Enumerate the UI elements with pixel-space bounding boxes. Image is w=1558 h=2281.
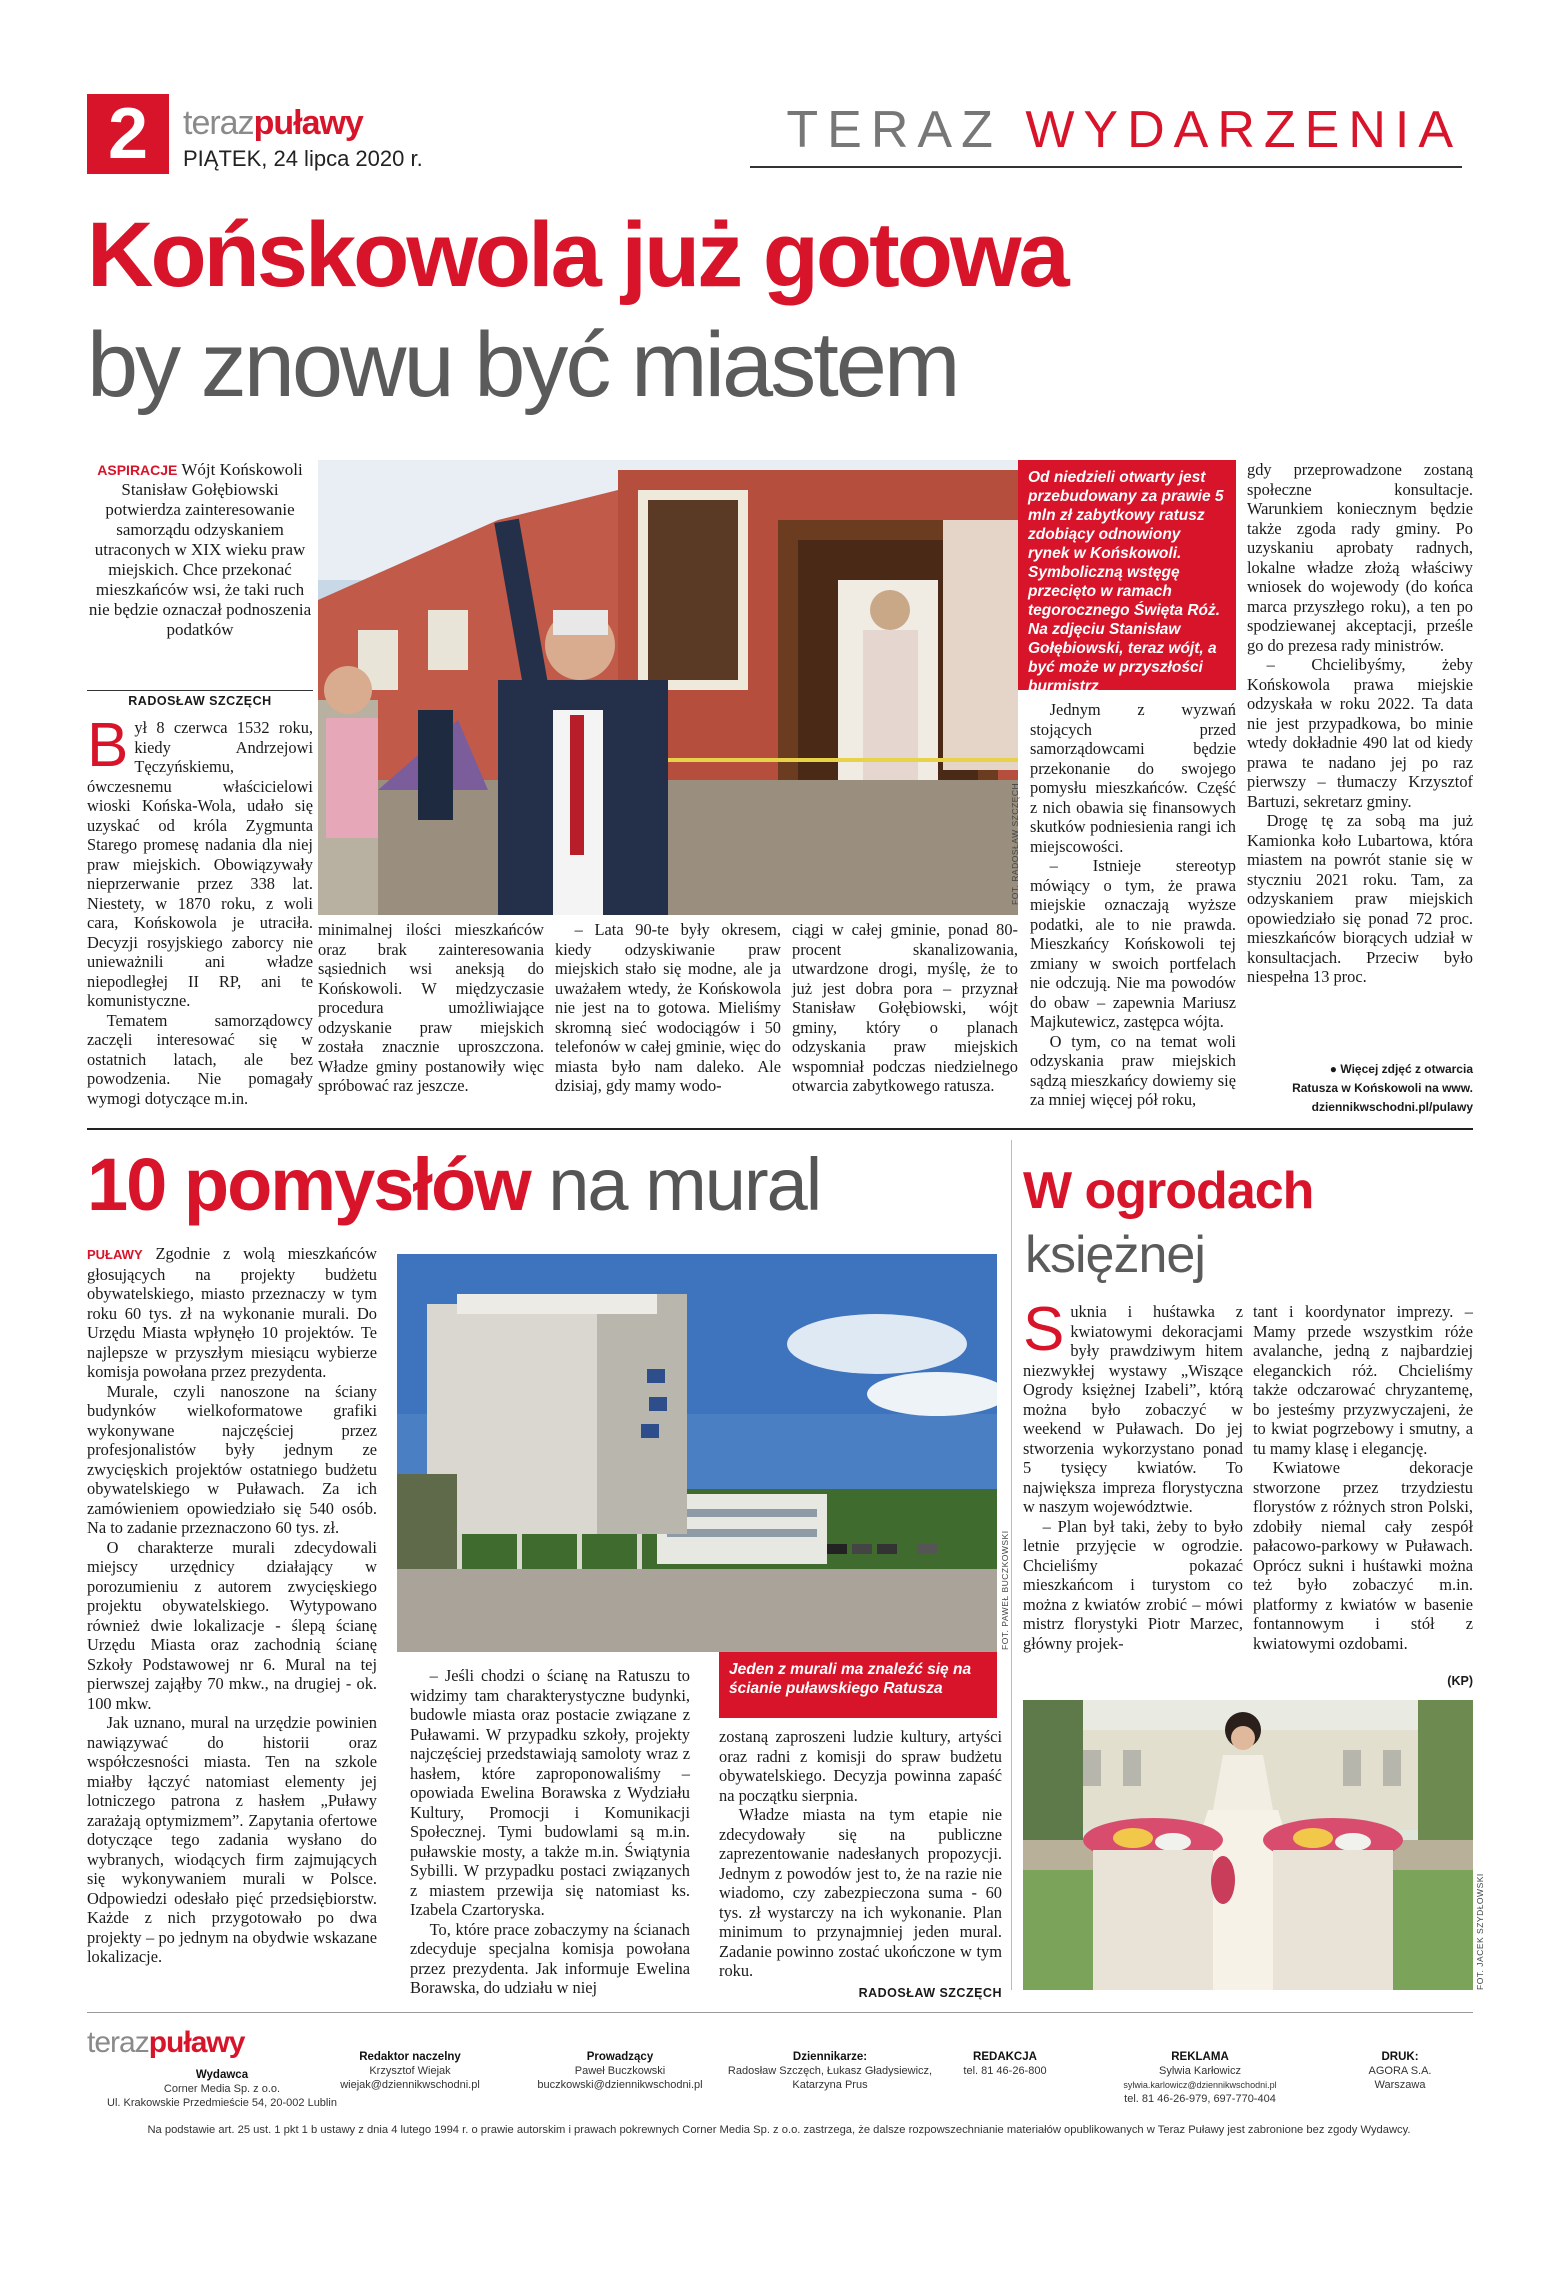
article3-col2-p2: Kwiatowe dekoracje stworzone przez trzydziestu florystów z różnych stron Polski, zdobiły niemal cały zespół pałacowo-parkowy w Puławach. Oprócz sukni i huśtawki można też było zobaczyć m.in. platformy z kwiatów w basenie fontannowym i stół z kwiatowymi ozdobami. [1253, 1458, 1473, 1653]
footer-logo-part2: puławy [148, 2026, 245, 2059]
article3-signature: (KP) [1447, 1674, 1473, 1688]
footer-legal-notice: Na podstawie art. 25 ust. 1 pkt 1 b ustawy z dnia 4 lutego 1994 r. o prawie autorskim i prawach pokrewnych Corner Media Sp. z o.o. zastrzega, że dalsze rozpowszechnianie materiałów opublikowanych w Teraz Puławy jest zabronione bez zgody Wydawcy. [147, 2124, 1411, 2136]
article2-photo-caption: Jeden z murali ma znaleźć się na ścianie puławskiego Ratusza [719, 1652, 997, 1718]
garden-headline: W ogrodach [1023, 1162, 1314, 1220]
article3-col1-p2: – Plan był taki, żeby to było letnie przyjęcie w ogrodzie. Chcieliśmy pokazać mieszkańcom i turystom co można z kwiatów zrobić – mówi mistrz florystyki Piotr Marzec, główny projek- [1023, 1516, 1243, 1653]
article1-lead-tag: ASPIRACJE [97, 462, 178, 478]
article3-photo-credit: FOT. JACEK SZYDŁOWSKI [1475, 1873, 1485, 1990]
more-link-line3: dziennikwschodni.pl/pulawy [1311, 1100, 1473, 1114]
article3-col1-p1: uknia i huśtawka z kwiatowymi dekoracjami były prawdziwym hitem niezwykłej wystawy „Wiszące Ogrody księżnej Izabeli”, którą można było zobaczyć w weekend w Puławach. Do jej stworzenia wykorzystano ponad 5 tysięcy kwiatów. To największa impreza florystyczna w naszym województwie. [1023, 1302, 1243, 1516]
flower-dress-photo [1023, 1700, 1473, 1990]
footer-journalists-line2: Katarzyna Prus [792, 2079, 868, 2091]
article1-col5-p2: – Istnieje stereotyp mówiący o tym, że prawa miejskie oznaczają wyższe podatki, ale to nie prawda. Mieszkańcy Końskowoli tej zmiany w swoich portfelach nie odczują. Nie ma powodów do obaw – zapewnia Mariusz Majkutewicz, zastępca wójta. [1030, 856, 1236, 1031]
footer-ads-phone[interactable]: tel. 81 46-26-979, 697-770-404 [1124, 2093, 1276, 2105]
article2-col1-p4: Jak uznano, mural na urzędzie powinien nawiązywać do historii oraz współczesności miasta. Ten na szkole miałby łączyć natomiast elementy jej lotniczego patrona z hasłem „Puławy zarażają optymizmem”. Zapytania ofertowe dotyczące tego zadania wysłano do wybranych, wiodących firm zajmujących się wykonywaniem murali w Polsce. Odpowiedzi odesłało pięć przedsiębiorstw. Każde z nich przygotowało po dwa projekty – po jednym na obydwie wskazane lokalizacje. [87, 1713, 377, 1966]
footer-host-label: Prowadzący [586, 2051, 654, 2063]
article3-column-1 [1023, 1295, 1243, 1653]
footer-editor-email[interactable]: wiejak@dziennikwschodni.pl [340, 2079, 480, 2091]
byline-rule [87, 690, 313, 691]
section-divider [87, 1128, 1473, 1130]
footer-logo-part1: teraz [87, 2026, 149, 2059]
more-link-line2: Ratusza w Końskowoli na www. [1292, 1081, 1473, 1095]
article1-photo[interactable] [318, 460, 1018, 915]
article2-column-3 [719, 1727, 1002, 1981]
article2-photo-credit: FOT. PAWEŁ BUCZKOWSKI [1000, 1530, 1010, 1650]
article1-lead [87, 460, 313, 640]
mural-headline-bold: 10 pomysłów [87, 1143, 530, 1226]
article2-col2-p2: To, które prace zobaczymy na ścianach zdecyduje specjalna komisja powołana przez prezydenta. Jak informuje Ewelina Borawska, do udziału w niej [410, 1919, 690, 1997]
section-title-part2: WYDARZENIA [1025, 101, 1462, 159]
article2-col1-p2: Murale, czyli nanoszone na ściany budynków wielkoformatowe grafiki wykonywane najczęściej przez profesjonalistów były jednym ze zwycięskich projektów ostatniego budżetu obywatelskiego w Puławach. Za ich zamówieniem opowiedziało się 540 osób. Na to zadanie przeznaczono 60 tys. zł. [87, 1381, 377, 1537]
article1-column-5 [1030, 700, 1236, 1110]
article2-photo[interactable] [397, 1254, 997, 1652]
footer-editor [320, 2050, 500, 2092]
footer-print-name: AGORA S.A. [1368, 2065, 1432, 2077]
article1-photo-caption: Od niedzieli otwarty jest przebudowany za prawie 5 mln zł zabytkowy ratusz zdobiący odnowiony rynek w Końskowoli. Symboliczną wstęgę przecięto w ramach tegorocznego Święta Róż. Na zdjęciu Stanisław Gołębiowski, teraz wójt, a być może w przyszłości burmistrz [1018, 460, 1236, 690]
article2-col1-p1: Zgodnie z wolą mieszkańców głosujących na projekty budżetu obywatelskiego, miasto przeznaczy w tym roku 60 tys. zł na wykonanie murali. Do Urzędu Miasta wpłynęło 10 projektów. Te najlepsze w przyszłym miesiącu wybierze komisja powołana przez prezydenta. [87, 1244, 377, 1381]
footer-journalists-line1: Radosław Szczęch, Łukasz Gładysiewicz, [727, 2065, 933, 2077]
footer-newsroom-phone[interactable]: tel. 81 46-26-800 [963, 2065, 1047, 2077]
main-headline: Końskowola już gotowa [87, 204, 1067, 306]
footer-publisher-name: Corner Media Sp. z o.o. [163, 2083, 281, 2095]
footer-rule [87, 2012, 1473, 2013]
column-divider [1011, 1140, 1012, 1990]
footer-host [520, 2050, 720, 2092]
footer-print-label: DRUK: [1381, 2051, 1419, 2063]
article3-column-2 [1253, 1302, 1473, 1653]
footer-publisher [87, 2068, 357, 2110]
article1-photo-credit: FOT. RADOSŁAW SZCZĘCH [1010, 782, 1020, 905]
article1-lead-text: Wójt Końskowoli Stanisław Gołębiowski potwierdza zainteresowanie samorządu odzyskaniem utraconych w XIX wieku praw miejskich. Chce przekonać mieszkańców wsi, że taki ruch nie będzie oznaczał podnoszenia podatków [88, 460, 312, 639]
article1-col2-p1: minimalnej ilości mieszkańców oraz brak zainteresowania sąsiednich wsi aneksją do Końskowoli. W międzyczasie procedura umożliwiające odzyskanie praw miejskich została znacznie uproszczona. Władze gminy postanowiły więc spróbować raz jeszcze. [318, 920, 544, 1095]
article1-col3-p1: – Lata 90-te były okresem, kiedy odzyskiwanie praw miejskich stało się modne, ale ja uważałem wtedy, że Końskowola nie jest na to gotowa. Mieliśmy skromną sieć wodociągów i 50 telefonów w całej gminie, więc do miasta było nam daleko. Ale dzisiaj, gdy mamy wodo- [555, 920, 781, 1095]
footer-editor-name: Krzysztof Wiejak [369, 2065, 451, 2077]
footer-host-email[interactable]: buczkowski@dziennikwschodni.pl [537, 2079, 703, 2091]
article1-col5-p1: Jednym z wyzwań stojących przed samorządowcami będzie przekonanie do swojego pomysłu mieszkańców. Część z nich obawia się finansowych skutków podniesienia rangi ich miejscowości. [1030, 700, 1236, 856]
article3-photo[interactable] [1023, 1700, 1473, 1990]
more-link-line1: ● Więcej zdjęć z otwarcia [1329, 1062, 1473, 1076]
article2-col3-p1: zostaną zaproszeni ludzie kultury, artyści oraz radni z komisji do spraw budżetu obywatelskiego. Decyzja powinna zapaść na początku sierpnia. [719, 1727, 1002, 1805]
article2-lead-tag: PUŁAWY [87, 1247, 143, 1262]
page-number: 2 [87, 94, 169, 174]
footer-newsroom-label: REDAKCJA [973, 2051, 1037, 2063]
footer-ads [1100, 2050, 1300, 2106]
article1-col6-p2: – Chcielibyśmy, żeby Końskowola prawa miejskie odzyskała w roku 2022. Ta data nie jest przypadkowa, bo minie wtedy dokładnie 490 lat od kiedy prawa te nadano jej po raz pierwszy – tłumaczy Krzysztof Bartuzi, sekretarz gminy. [1247, 655, 1473, 811]
article1-byline: RADOSŁAW SZCZĘCH [128, 694, 272, 708]
footer-journalists-label: Dziennikarze: [792, 2051, 868, 2063]
article2-column-2 [410, 1666, 690, 1998]
masthead-rule [750, 166, 1462, 168]
article1-col4-p1: ciągi w całej gminie, ponad 80-procent skanalizowania, utwardzone drogi, myślę, że to już jest dobra pora – przyznał Stanisław Gołębiowski, wójt gminy, który o planach odzyskania praw miejskich wspomniał podczas niedzielnego otwarcia zabytkowego ratusza. [792, 920, 1018, 1095]
town-hall-photo [397, 1254, 997, 1652]
more-photos-link[interactable] [1247, 1060, 1473, 1117]
footer-publisher-label: Wydawca [195, 2069, 249, 2081]
mural-headline [87, 1140, 820, 1230]
footer-logo[interactable] [87, 2026, 244, 2060]
article1-col1-p1: ył 8 czerwca 1532 roku, kiedy Andrzejowi Tęczyńskiemu, ówczesnemu właścicielowi wioski Końska-Wola, udało się uzyskać od króla Zygmunta Starego promesę nadania dla niej praw miejskich. Obowiązywały nieprzerwanie przez 338 lat. Niestety, w 1870 roku, z woli cara, Końskowola je utraciła. Decyzji rosyjskiego zaborcy nie unieważnili ani władze niepodległej II RP, ani te komunistyczne. [87, 718, 313, 1010]
footer-print [1330, 2050, 1470, 2092]
article1-col6-p3: Drogę tę za sobą ma już Kamionka koło Lubartowa, która miastem na powrót stanie się w styczniu 2021 roku. Tam, za odzyskaniem praw miejskich opowiedziało się ponad 72 proc. mieszkańców biorących udział w konsultacjach. Przeciw było niespełna 13 proc. [1247, 811, 1473, 986]
garden-subheadline: księżnej [1025, 1226, 1205, 1284]
article2-byline: RADOSŁAW SZCZĘCH [858, 1986, 1002, 2000]
footer-newsroom [940, 2050, 1070, 2078]
footer-journalists [710, 2050, 950, 2092]
article2-column-1 [87, 1244, 377, 1967]
footer-host-name: Paweł Buczkowski [574, 2065, 666, 2077]
article1-col6-p1: gdy przeprowadzone zostaną społeczne konsultacje. Warunkiem koniecznym będzie także zgoda rady gminy. Po uzyskaniu aprobaty radnych, lokalne władze złożą właściwy wniosek do wojewody (do końca marca przyszłego roku), a ten po spodziewanej akceptacji, prześle go do prezesa rady ministrów. [1247, 460, 1473, 655]
article1-column-2 [318, 920, 544, 1096]
article1-column-6 [1247, 460, 1473, 987]
article1-col5-p3: O tym, co na temat woli odzyskania praw miejskich sądzą mieszkańcy dowiemy się za mniej więcej pół roku, [1030, 1031, 1236, 1109]
footer-ads-name: Sylwia Karłowicz [1159, 2065, 1241, 2077]
footer-editor-label: Redaktor naczelny [359, 2051, 461, 2063]
main-subheadline: by znowu być miastem [87, 314, 958, 416]
brand-logo-part2: puławy [253, 104, 363, 142]
article1-column-4 [792, 920, 1018, 1096]
article3-dropcap: S [1023, 1295, 1065, 1364]
footer-print-city: Warszawa [1374, 2079, 1426, 2091]
article1-column-3 [555, 920, 781, 1096]
article1-col1-p2: Tematem samorządowcy zaczęli interesować się w ostatnich latach, ale bez powodzenia. Nie pomagały wymogi dotyczące m.in. [87, 1010, 313, 1108]
issue-date: PIĄTEK, 24 lipca 2020 r. [183, 146, 423, 171]
article2-col2-p1: – Jeśli chodzi o ścianę na Ratuszu to widzimy tam charakterystyczne budynki, budowle miasta oraz postacie związane z Puławami. W przypadku szkoły, projekty najczęściej przedstawiają samoloty wraz z hasłem, które zaproponowaliśmy – opowiada Ewelina Borawska z Wydziału Kultury, Promocji i Komunikacji Społecznej. Tymi budowlami są m.in. puławskie mosty, a także m.in. Świątynia Sybilli. W przypadku postaci związanych z miastem przewija się natomiast ks. Izabela Czartoryska. [410, 1666, 690, 1919]
footer-ads-label: REKLAMA [1171, 2051, 1229, 2063]
brand-logo[interactable] [183, 104, 363, 143]
article3-col2-p1: tant i koordynator imprezy. – Mamy przede wszystkim róże avalanche, jedną z najbardziej eleganckich róż. Chcieliśmy także odczarować chryzantemę, bo jesteśmy przyzwyczajeni, że to kwiat pogrzebowy i smutny, a tu mamy klasę i elegancję. [1253, 1302, 1473, 1458]
mural-headline-rest: na mural [529, 1143, 821, 1226]
article2-col3-p2: Władze miasta na tym etapie nie zdecydowały się na publiczne zaprezentowanie nadesłanych propozycji. Jednym z powodów jest to, że na razie nie wiadomo, czy zabezpieczona suma - 60 tys. zł wystarczy na ich wykonanie. Plan minimum to przynajmniej jeden mural. Zadanie powinno zostać ukończone w tym roku. [719, 1805, 1002, 1980]
article2-col1-p3: O charakterze murali zdecydowali miejscy urzędnicy działający w porozumieniu z autorem zwycięskiego projektu obywatelskiego. Wytypowano również dwie lokalizacje - ślepą ścianę Urzędu Miasta oraz zachodnią ścianę Szkoły Podstawowej nr 6. Mural na tej pierwszej zająłby 70 mkw., na drugiej - ok. 100 mkw. [87, 1537, 377, 1713]
article1-dropcap: B [87, 711, 129, 780]
section-title-part1: TERAZ [786, 101, 1026, 159]
footer-ads-email[interactable]: sylwia.karlowicz@dziennikwschodni.pl [1123, 2080, 1277, 2090]
article1-column-1 [87, 711, 313, 1108]
ribbon-cutting-photo [318, 460, 1018, 915]
footer-publisher-address: Ul. Krakowskie Przedmieście 54, 20-002 Lublin [107, 2097, 337, 2109]
brand-logo-part1: teraz [183, 104, 254, 142]
section-title [786, 100, 1462, 160]
